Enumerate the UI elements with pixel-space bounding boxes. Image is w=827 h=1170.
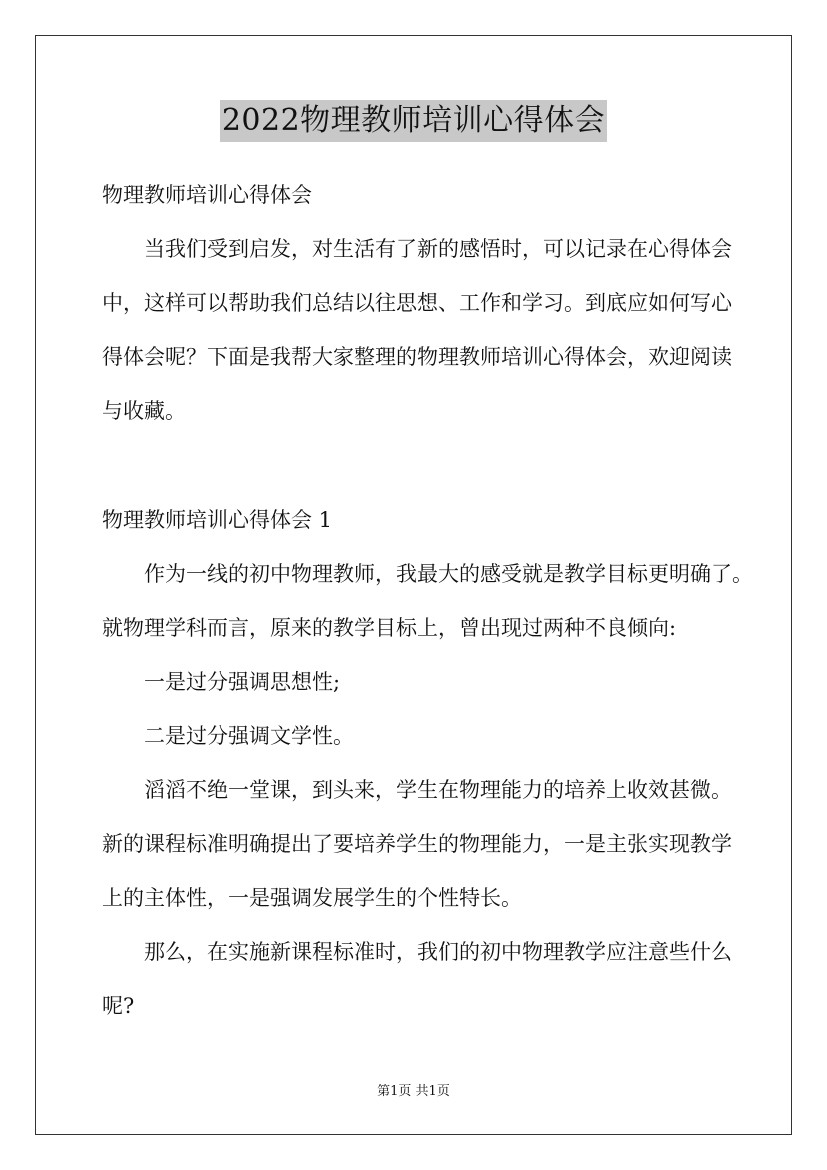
page-footer: 第1页 共1页 bbox=[377, 1084, 450, 1099]
document-title: 2022物理教师培训心得体会 bbox=[220, 100, 607, 142]
paragraph-line: 一是过分强调思想性; bbox=[144, 670, 341, 694]
section-heading: 物理教师培训心得体会 1 bbox=[102, 508, 333, 532]
paragraph-line: 上的主体性，一是强调发展学生的个性特长。 bbox=[102, 886, 522, 910]
section-heading: 物理教师培训心得体会 bbox=[102, 183, 312, 207]
paragraph-line: 得体会呢？下面是我帮大家整理的物理教师培训心得体会，欢迎阅读 bbox=[102, 345, 732, 369]
paragraph-line: 新的课程标准明确提出了要培养学生的物理能力，一是主张实现教学 bbox=[102, 832, 732, 856]
paragraph-line: 那么，在实施新课程标准时，我们的初中物理教学应注意些什么 bbox=[144, 940, 732, 964]
paragraph-line: 中，这样可以帮助我们总结以往思想、工作和学习。到底应如何写心 bbox=[102, 291, 732, 315]
paragraph-line: 呢? bbox=[102, 994, 135, 1018]
paragraph-line: 当我们受到启发，对生活有了新的感悟时，可以记录在心得体会 bbox=[144, 237, 732, 261]
paragraph-line: 二是过分强调文学性。 bbox=[144, 724, 354, 748]
title-container bbox=[0, 100, 827, 142]
paragraph-line: 滔滔不绝一堂课，到头来，学生在物理能力的培养上收效甚微。 bbox=[144, 778, 732, 802]
paragraph-line: 与收藏。 bbox=[102, 399, 186, 423]
paragraph-line: 就物理学科而言，原来的教学目标上，曾出现过两种不良倾向: bbox=[102, 616, 677, 640]
paragraph-line: 作为一线的初中物理教师，我最大的感受就是教学目标更明确了。 bbox=[144, 562, 753, 586]
